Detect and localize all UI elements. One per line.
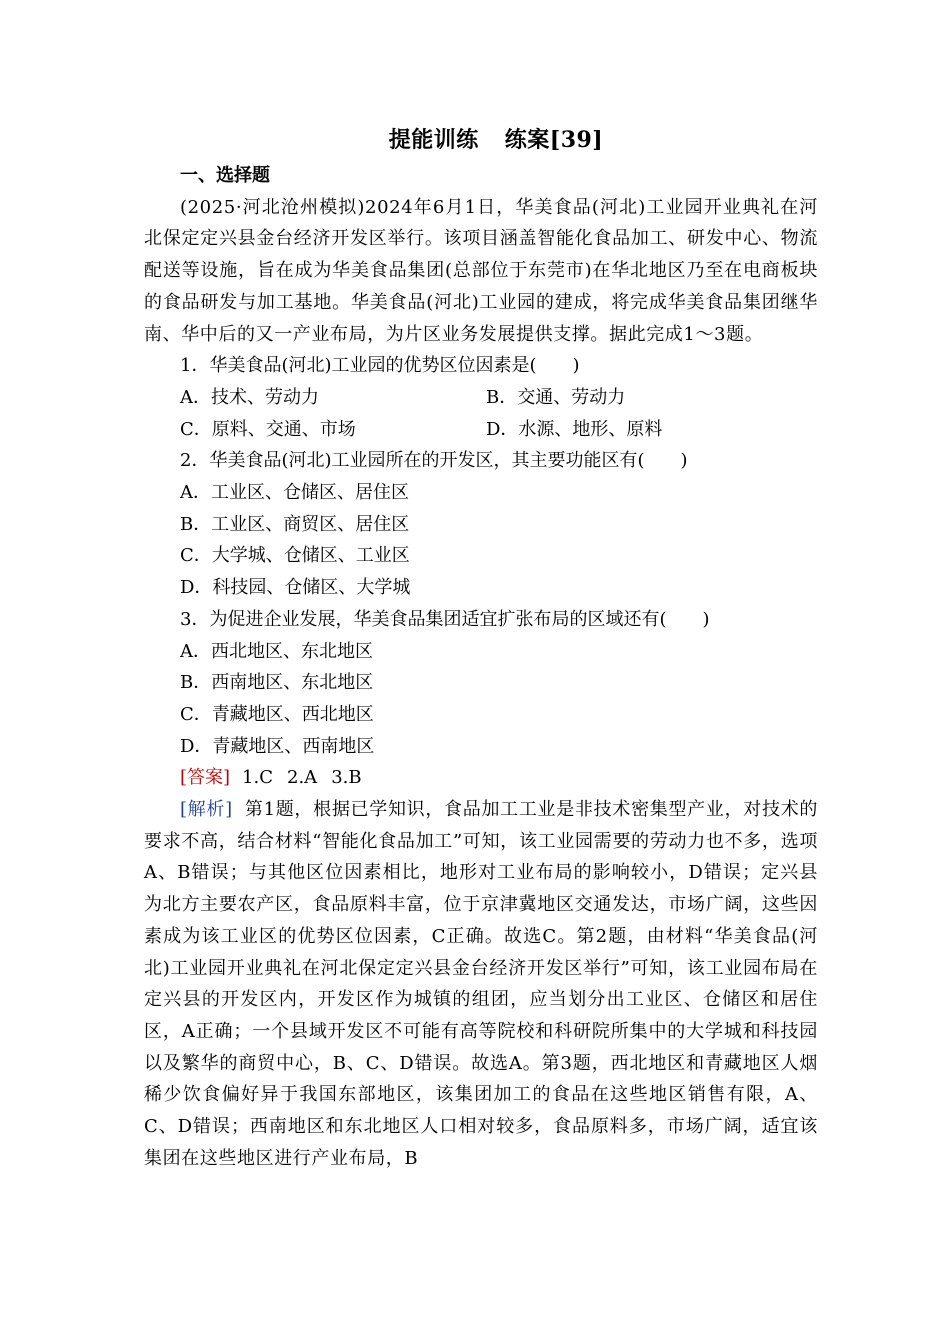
answer-item-3: 3.B [331,767,362,789]
question-3-option-d: D．青藏地区、西南地区 [180,735,375,757]
question-2-option-a: A．工业区、仓储区、居住区 [180,482,409,504]
analysis [144,794,818,1174]
answer-item-2: 2.A [287,767,318,789]
question-2-option-b: B．工业区、商贸区、居住区 [180,513,410,535]
question-1-option-d: D．水源、地形、原料 [486,418,663,440]
question-1-option-a: A．技术、劳动力 [180,386,319,408]
question-1-option-b: B．交通、劳动力 [486,386,626,408]
section-heading: 一、选择题 [180,165,270,186]
passage [144,192,818,351]
answer-tag: [答案] [180,767,231,789]
passage-source: (2025·河北沧州模拟) [180,196,366,218]
answer-item-1: 1.C [242,767,273,789]
analysis-tag: [解析] [180,799,233,821]
page-title [174,120,818,160]
title-part-2: 练案[39] [504,127,604,153]
question-3-option-b: B．西南地区、东北地区 [180,672,374,694]
question-1-options-row-2 [144,414,818,446]
question-2-stem: 2．华美食品(河北)工业园所在的开发区，其主要功能区有( ) [180,450,688,472]
question-2-option-c: C．大学城、仓储区、工业区 [180,545,410,567]
question-3-option-a: A．西北地区、东北地区 [180,640,373,662]
document-content [144,120,818,1175]
question-1-option-c: C．原料、交通、市场 [180,418,356,440]
passage-text: 2024年6月1日，华美食品(河北)工业园开业典礼在河北保定定兴县金台经济开发区举行。该项目涵盖智能化食品加工、研发中心、物流配送等设施，旨在成为华美食品集团(总部位于东莞市)在华北地区乃至在电商板块的食品研发与加工基地。华美食品(河北)工业园的建成，将完成华美食品集团继华南、华中后的又一产业布局，为片区业务发展提供支撑。据此完成1～3题。 [144,196,818,345]
question-1-stem: 1．华美食品(河北)工业园的优势区位因素是( ) [180,355,580,377]
analysis-text: 第1题，根据已学知识，食品加工工业是非技术密集型产业，对技术的要求不高，结合材料“智能化食品加工”可知，该工业园需要的劳动力也不多，选项A、B错误；与其他区位因素相比，地形对工业布局的影响较小，D错误；定兴县为北方主要农产区，食品原料丰富，位于京津冀地区交通发达，市场广阔，这些因素成为该工业区的优势区位因素，C正确。故选C。第2题，由材料“华美食品(河北)工业园开业典礼在河北保定定兴县金台经济开发区举行”可知，该工业园布局在定兴县的开发区内，开发区作为城镇的组团，应当划分出工业区、仓储区和居住区，A正确；一个县域开发区不可能有高等院校和科研院所集中的大学城和科技园以及繁华的商贸中心，B、C、D错误。故选A。第3题，西北地区和青藏地区人烟稀少饮食偏好异于我国东部地区，该集团加工的食品在这些地区销售有限，A、C、D错误；西南地区和东北地区人口相对较多，食品原料多，市场广阔，适宜该集团在这些地区进行产业布局，B [144,799,818,1169]
question-2-option-d: D．科技园、仓储区、大学城 [180,577,411,599]
question-3-option-c: C．青藏地区、西北地区 [180,703,374,725]
question-3-stem: 3．为促进企业发展，华美食品集团适宜扩张布局的区域还有( ) [180,608,710,630]
question-1-options-row-1 [144,382,818,414]
title-part-1: 提能训练 [388,127,479,153]
answer-line [144,762,818,794]
